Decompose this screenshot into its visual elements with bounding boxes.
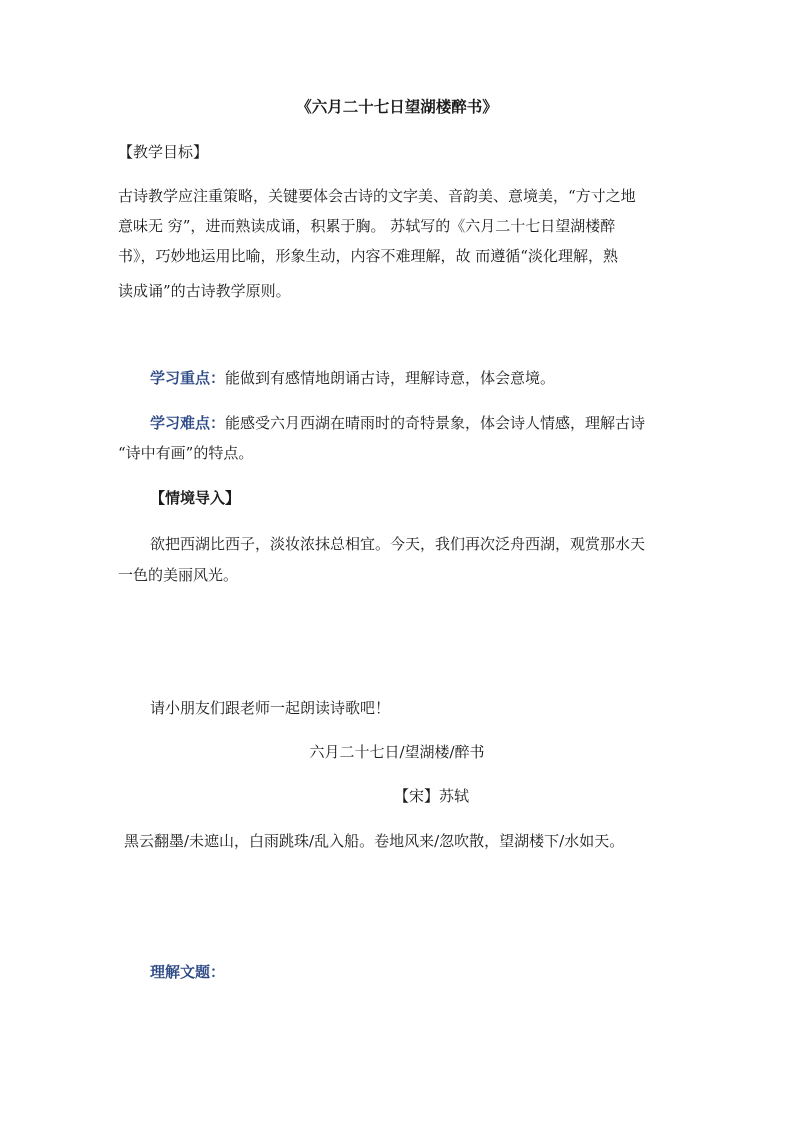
study-focus-text: 能做到有感情地朗诵古诗，理解诗意，体会意境。 — [225, 369, 556, 387]
study-focus-label: 学习重点： — [150, 369, 226, 387]
objectives-line-4: 读成诵”的古诗教学原则。 — [118, 282, 291, 300]
intro-line-1: 欲把西湖比西子，淡妆浓抹总相宜。今天，我们再次泛舟西湖，观赏那水天 — [150, 535, 646, 553]
page-title: 《六月二十七日望湖楼醉书》 — [296, 97, 498, 116]
study-focus — [150, 368, 555, 388]
study-difficulty-line-2: “诗中有画”的特点。 — [118, 444, 254, 462]
objectives-line-1: 古诗教学应注重策略，关键要体会古诗的文字美、音韵美、意境美，“方寸之地 — [118, 187, 636, 205]
invite-text: 请小朋友们跟老师一起朗读诗歌吧！ — [150, 699, 391, 717]
study-difficulty — [150, 413, 645, 433]
study-difficulty-label: 学习难点： — [150, 414, 226, 432]
intro-line-2: 一色的美丽风光。 — [118, 566, 239, 584]
study-difficulty-text: 能感受六月西湖在晴雨时的奇特景象，体会诗人情感，理解古诗 — [225, 414, 646, 432]
poem-title: 六月二十七日/望湖楼/醉书 — [309, 743, 485, 761]
poem-author: 【宋】苏轼 — [394, 787, 470, 805]
poem-body: 黑云翻墨/未遮山，白雨跳珠/乱入船。卷地风来/忽吹散，望湖楼下/水如天。 — [124, 832, 625, 850]
objectives-heading: 【教学目标】 — [118, 143, 209, 161]
understand-title-label: 理解文题： — [150, 963, 226, 981]
objectives-line-2: 意味无 穷”，进而熟读成诵，积累于胸。 苏轼写的《六月二十七日望湖楼醉 — [118, 217, 616, 235]
intro-heading: 【情境导入】 — [150, 489, 241, 507]
objectives-line-3: 书》，巧妙地运用比喻，形象生动，内容不难理解，故 而遵循“淡化理解，熟 — [118, 247, 618, 265]
